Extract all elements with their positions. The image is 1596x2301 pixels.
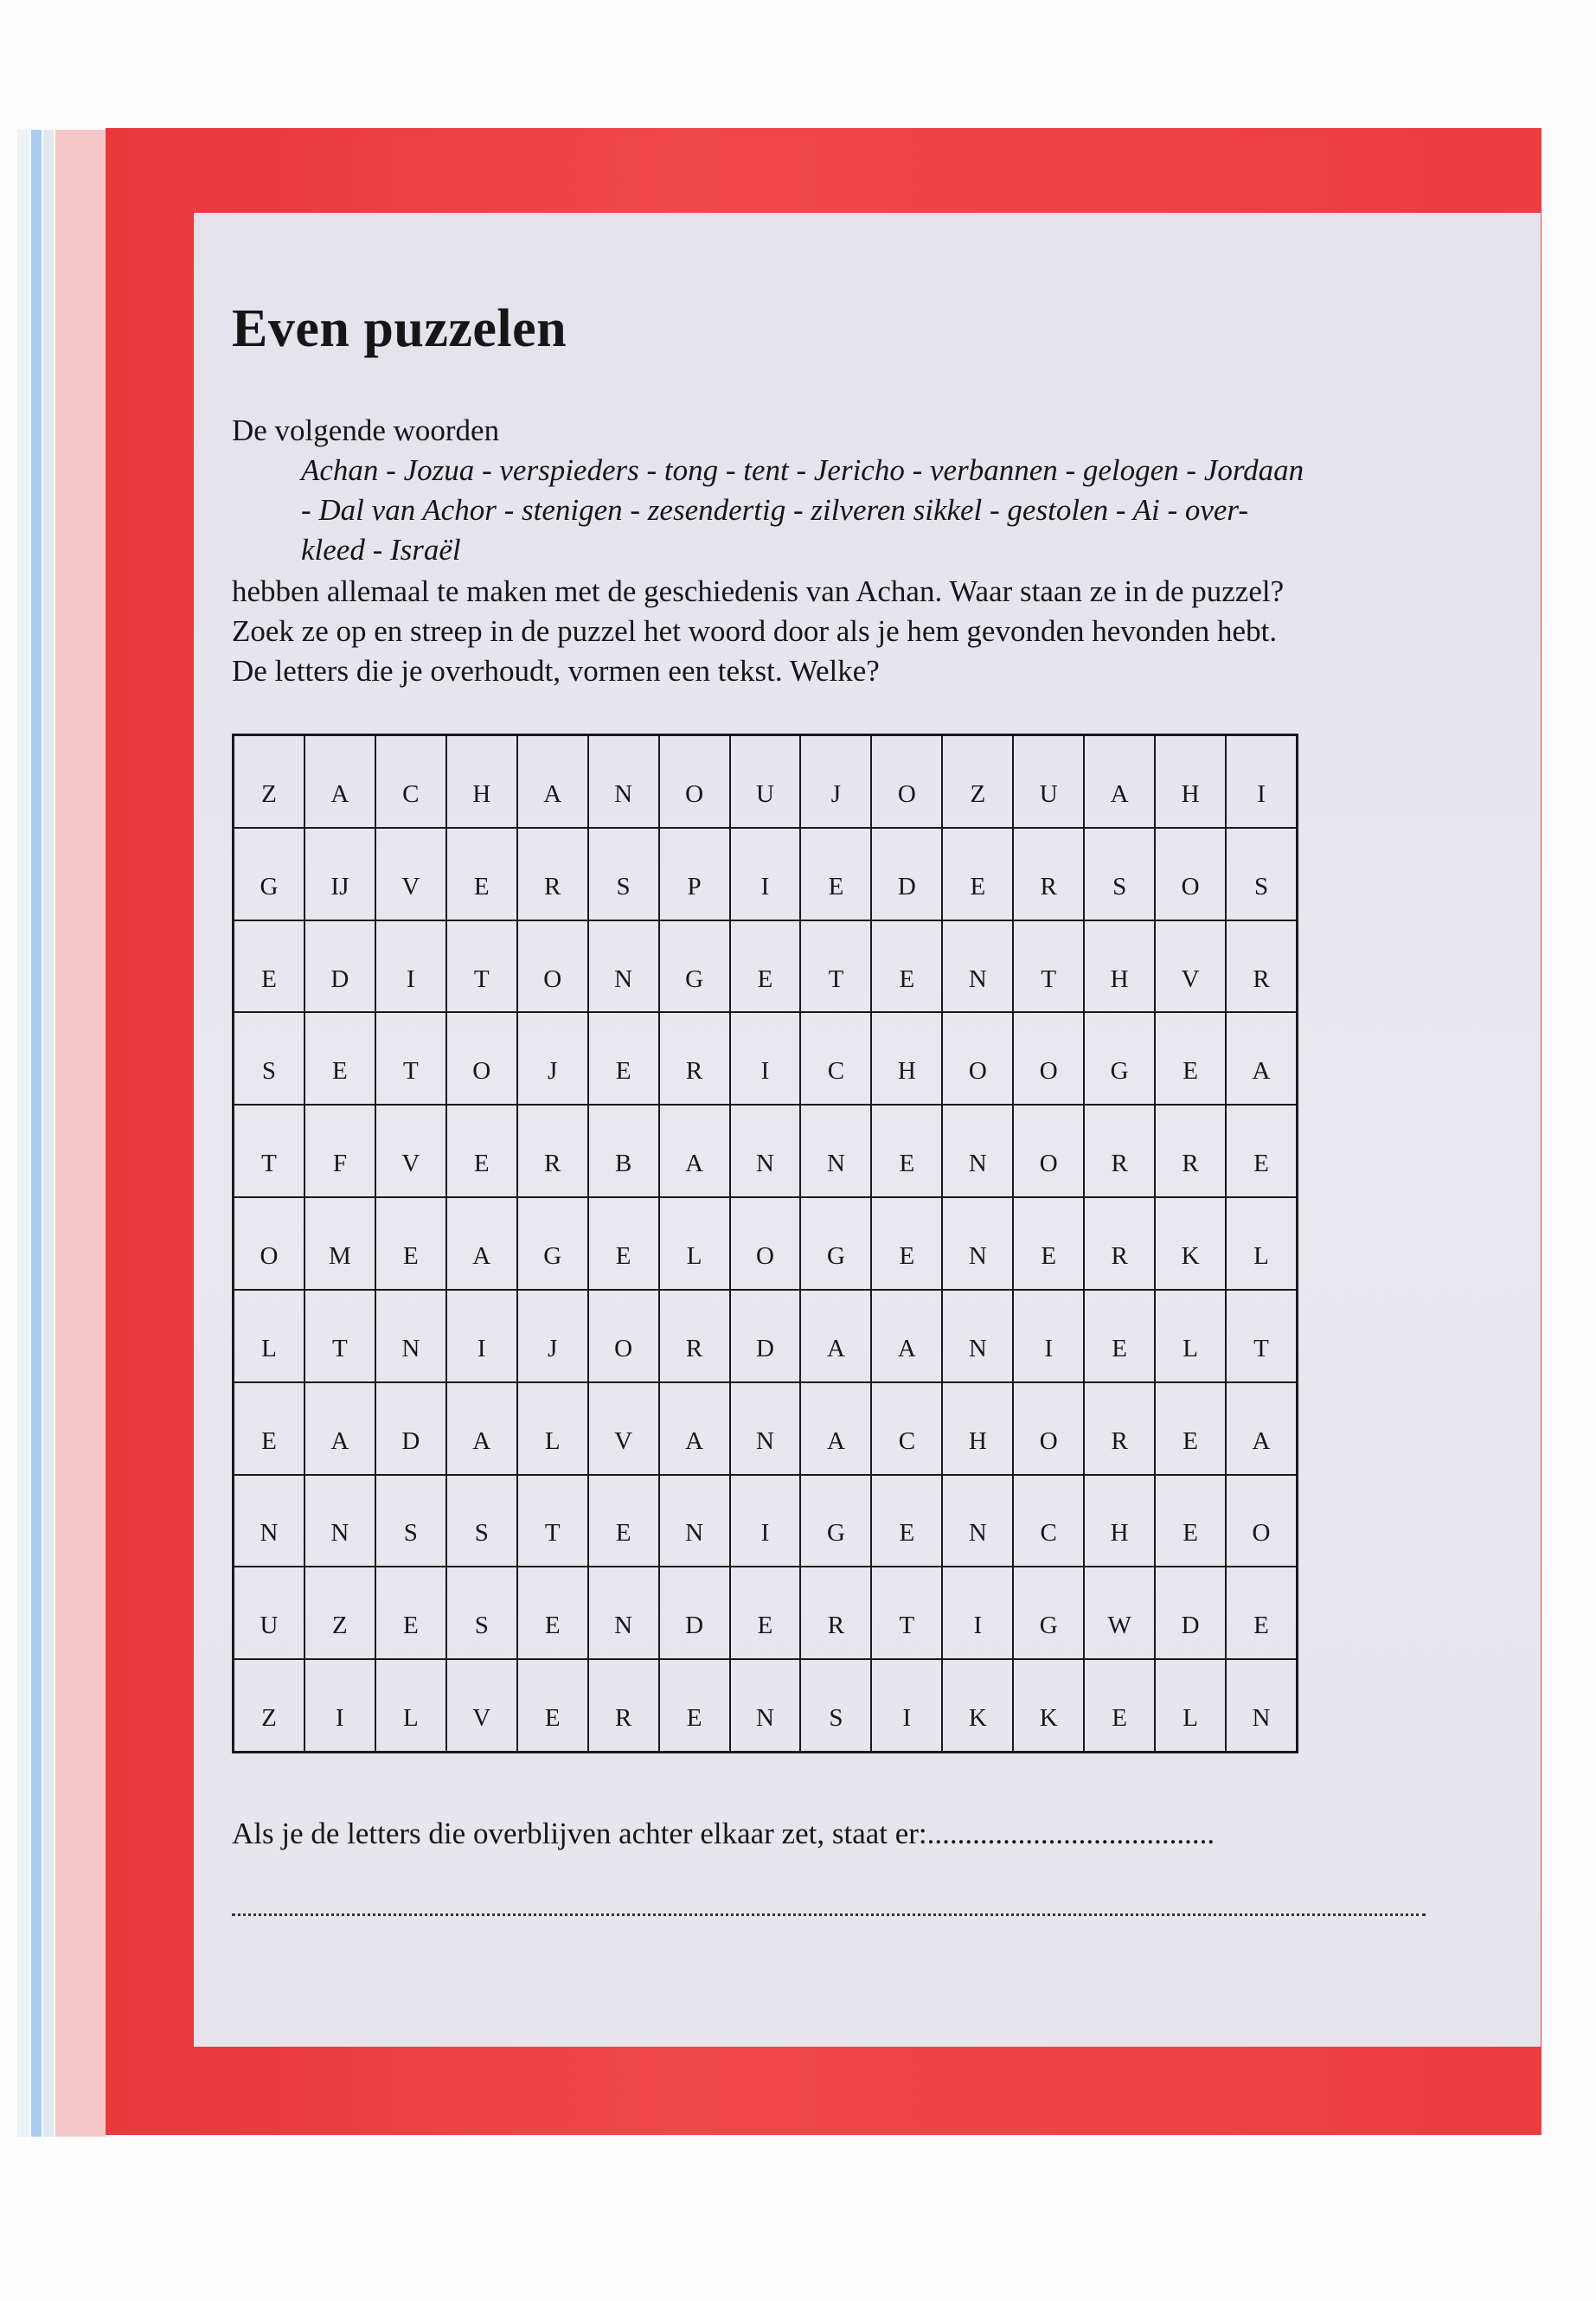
grid-cell[interactable]: V — [375, 828, 446, 920]
grid-cell[interactable]: E — [375, 1567, 446, 1659]
grid-cell[interactable]: R — [588, 1659, 659, 1752]
grid-cell[interactable]: E — [375, 1197, 446, 1290]
grid-cell[interactable]: G — [800, 1197, 871, 1290]
grid-cell[interactable]: T — [800, 920, 871, 1013]
grid-cell[interactable]: IJ — [304, 828, 375, 920]
grid-cell[interactable]: E — [234, 920, 304, 1013]
grid-cell[interactable]: E — [1226, 1105, 1297, 1197]
grid-cell[interactable]: C — [800, 1012, 871, 1105]
grid-cell[interactable]: H — [1155, 735, 1226, 828]
grid-cell[interactable]: T — [1013, 920, 1084, 1013]
grid-cell[interactable]: A — [304, 735, 375, 828]
grid-cell[interactable]: N — [942, 1197, 1013, 1290]
grid-cell[interactable]: N — [375, 1290, 446, 1382]
grid-cell[interactable]: E — [871, 1475, 942, 1567]
grid-cell[interactable]: I — [730, 1475, 801, 1567]
grid-cell[interactable]: N — [730, 1659, 801, 1752]
grid-cell[interactable]: N — [800, 1105, 871, 1197]
grid-cell[interactable]: A — [659, 1382, 730, 1475]
grid-cell[interactable]: Z — [942, 735, 1013, 828]
grid-cell[interactable]: O — [1013, 1382, 1084, 1475]
grid-cell[interactable]: S — [446, 1475, 517, 1567]
grid-cell[interactable]: E — [871, 920, 942, 1013]
grid-cell[interactable]: Z — [234, 1659, 304, 1752]
grid-cell[interactable]: D — [730, 1290, 801, 1382]
grid-cell[interactable]: R — [659, 1012, 730, 1105]
grid-cell[interactable]: E — [588, 1012, 659, 1105]
word-list-line: Achan - Jozua - verspieders - tong - tent - Jericho - verbannen - gelogen - Jordaan — [301, 453, 1304, 487]
grid-cell[interactable]: O — [1155, 828, 1226, 920]
grid-cell[interactable]: N — [1226, 1659, 1297, 1752]
grid-cell[interactable]: L — [375, 1659, 446, 1752]
grid-cell[interactable]: R — [1084, 1382, 1155, 1475]
grid-cell[interactable]: G — [800, 1475, 871, 1567]
grid-cell[interactable]: I — [730, 828, 801, 920]
grid-cell[interactable]: I — [446, 1290, 517, 1382]
grid-cell[interactable]: T — [1226, 1290, 1297, 1382]
grid-cell[interactable]: E — [730, 920, 801, 1013]
grid-cell[interactable]: G — [517, 1197, 588, 1290]
grid-cell[interactable]: N — [730, 1382, 801, 1475]
grid-cell[interactable]: A — [800, 1290, 871, 1382]
grid-cell[interactable]: D — [1155, 1567, 1226, 1659]
grid-cell[interactable]: S — [588, 828, 659, 920]
grid-cell[interactable]: D — [871, 828, 942, 920]
grid-cell[interactable]: D — [304, 920, 375, 1013]
grid-cell[interactable]: H — [1084, 920, 1155, 1013]
grid-cell[interactable]: S — [1084, 828, 1155, 920]
grid-cell[interactable]: T — [446, 920, 517, 1013]
grid-cell[interactable]: L — [659, 1197, 730, 1290]
grid-cell[interactable]: L — [1155, 1659, 1226, 1752]
grid-cell[interactable]: S — [1226, 828, 1297, 920]
grid-cell[interactable]: V — [1155, 920, 1226, 1013]
grid-cell[interactable]: A — [304, 1382, 375, 1475]
grid-cell[interactable]: I — [304, 1659, 375, 1752]
page-edge — [17, 130, 29, 2137]
grid-cell[interactable]: W — [1084, 1567, 1155, 1659]
instruction-line: Zoek ze op en streep in de puzzel het woord door als je hem gevonden hevonden hebt. — [232, 614, 1278, 648]
grid-cell[interactable]: C — [375, 735, 446, 828]
grid-cell[interactable]: R — [659, 1290, 730, 1382]
grid-cell[interactable]: E — [517, 1567, 588, 1659]
grid-cell[interactable]: E — [730, 1567, 801, 1659]
grid-cell[interactable]: O — [871, 735, 942, 828]
grid-cell[interactable]: E — [942, 828, 1013, 920]
instruction-line: hebben allemaal te maken met de geschiedenis van Achan. Waar staan ze in de puzzel? — [232, 574, 1285, 608]
grid-cell[interactable]: O — [517, 920, 588, 1013]
grid-cell[interactable]: E — [1013, 1197, 1084, 1290]
grid-cell[interactable]: O — [730, 1197, 801, 1290]
grid-cell[interactable]: N — [588, 920, 659, 1013]
grid-cell[interactable]: E — [304, 1012, 375, 1105]
grid-cell[interactable]: I — [871, 1659, 942, 1752]
grid-cell[interactable]: E — [1155, 1382, 1226, 1475]
grid-cell[interactable]: E — [588, 1475, 659, 1567]
grid-cell[interactable]: J — [517, 1290, 588, 1382]
grid-cell[interactable]: I — [942, 1567, 1013, 1659]
grid-cell[interactable]: M — [304, 1197, 375, 1290]
grid-cell[interactable]: P — [659, 828, 730, 920]
grid-cell[interactable]: O — [942, 1012, 1013, 1105]
grid-cell[interactable]: E — [659, 1659, 730, 1752]
grid-cell[interactable]: J — [800, 735, 871, 828]
grid-cell[interactable]: U — [234, 1567, 304, 1659]
grid-cell[interactable]: N — [942, 920, 1013, 1013]
grid-cell[interactable]: H — [1084, 1475, 1155, 1567]
grid-cell[interactable]: F — [304, 1105, 375, 1197]
grid-cell[interactable]: I — [375, 920, 446, 1013]
grid-cell[interactable]: R — [1084, 1197, 1155, 1290]
grid-cell[interactable]: O — [588, 1290, 659, 1382]
grid-cell[interactable]: T — [517, 1475, 588, 1567]
grid-cell[interactable]: R — [1013, 828, 1084, 920]
grid-cell[interactable]: A — [1226, 1382, 1297, 1475]
grid-cell[interactable]: R — [1155, 1105, 1226, 1197]
grid-cell[interactable]: A — [517, 735, 588, 828]
grid-cell[interactable]: E — [800, 828, 871, 920]
word-list-line: - Dal van Achor - stenigen - zesendertig - zilveren sikkel - gestolen - Ai - over- — [301, 493, 1248, 527]
grid-cell[interactable]: N — [942, 1105, 1013, 1197]
grid-cell[interactable]: I — [730, 1012, 801, 1105]
grid-cell[interactable]: E — [1226, 1567, 1297, 1659]
grid-cell[interactable]: E — [446, 1105, 517, 1197]
grid-cell[interactable]: V — [588, 1382, 659, 1475]
grid-cell[interactable]: D — [375, 1382, 446, 1475]
page-edge — [43, 130, 54, 2137]
grid-cell[interactable]: R — [517, 828, 588, 920]
grid-cell[interactable]: N — [588, 735, 659, 828]
grid-cell[interactable]: U — [1013, 735, 1084, 828]
grid-cell[interactable]: K — [942, 1659, 1013, 1752]
intro-text: De volgende woorden — [232, 413, 500, 447]
grid-cell[interactable]: N — [659, 1475, 730, 1567]
grid-cell[interactable]: R — [800, 1567, 871, 1659]
grid-cell[interactable]: G — [1013, 1567, 1084, 1659]
page-edge — [31, 130, 42, 2137]
grid-cell[interactable]: E — [1155, 1475, 1226, 1567]
grid-cell[interactable]: N — [304, 1475, 375, 1567]
grid-cell[interactable]: L — [1155, 1290, 1226, 1382]
grid-cell[interactable]: R — [1084, 1105, 1155, 1197]
grid-cell[interactable]: E — [517, 1659, 588, 1752]
grid-cell[interactable]: T — [234, 1105, 304, 1197]
grid-cell[interactable]: A — [800, 1382, 871, 1475]
page-edge — [55, 130, 106, 2137]
grid-cell[interactable]: O — [446, 1012, 517, 1105]
grid-cell[interactable]: E — [588, 1197, 659, 1290]
grid-cell[interactable]: E — [234, 1382, 304, 1475]
grid-cell[interactable]: O — [1226, 1475, 1297, 1567]
grid-cell[interactable]: A — [446, 1382, 517, 1475]
grid-cell[interactable]: G — [234, 828, 304, 920]
grid-cell[interactable]: V — [375, 1105, 446, 1197]
grid-cell[interactable]: T — [304, 1290, 375, 1382]
grid-cell[interactable]: O — [1013, 1012, 1084, 1105]
grid-cell[interactable]: R — [517, 1105, 588, 1197]
answer-prompt: Als je de letters die overblijven achter elkaar zet, staat er:...................................... — [232, 1817, 1215, 1850]
grid-cell[interactable]: Z — [304, 1567, 375, 1659]
word-list-line: kleed - Israël — [301, 533, 461, 567]
grid-cell[interactable]: H — [871, 1012, 942, 1105]
grid-cell[interactable]: E — [1084, 1290, 1155, 1382]
grid-cell[interactable]: L — [517, 1382, 588, 1475]
grid-cell[interactable]: S — [800, 1659, 871, 1752]
grid-cell[interactable]: A — [659, 1105, 730, 1197]
grid-cell[interactable]: I — [1013, 1290, 1084, 1382]
instruction-line: De letters die je overhoudt, vormen een tekst. Welke? — [232, 654, 880, 688]
grid-cell[interactable]: R — [1226, 920, 1297, 1013]
grid-cell[interactable]: L — [1226, 1197, 1297, 1290]
grid-cell[interactable]: N — [942, 1290, 1013, 1382]
grid-cell[interactable]: H — [446, 735, 517, 828]
word-search-grid — [232, 734, 1298, 1753]
grid-cell[interactable]: U — [730, 735, 801, 828]
grid-cell[interactable]: Z — [234, 735, 304, 828]
grid-cell[interactable]: T — [871, 1567, 942, 1659]
grid-cell[interactable]: G — [659, 920, 730, 1013]
grid-cell[interactable]: N — [730, 1105, 801, 1197]
grid-cell[interactable]: E — [446, 828, 517, 920]
grid-cell[interactable]: E — [871, 1197, 942, 1290]
grid-cell[interactable]: G — [1084, 1012, 1155, 1105]
grid-cell[interactable]: E — [1155, 1012, 1226, 1105]
grid-cell[interactable]: S — [446, 1567, 517, 1659]
page-title: Even puzzelen — [232, 299, 567, 358]
grid-cell[interactable]: C — [1013, 1475, 1084, 1567]
grid-cell[interactable]: O — [659, 735, 730, 828]
grid-cell[interactable]: S — [375, 1475, 446, 1567]
grid-cell[interactable]: S — [234, 1012, 304, 1105]
grid-cell[interactable]: V — [446, 1659, 517, 1752]
answer-line[interactable] — [232, 1913, 1426, 1916]
grid-cell[interactable]: T — [375, 1012, 446, 1105]
grid-cell[interactable]: N — [588, 1567, 659, 1659]
grid-cell[interactable]: A — [871, 1290, 942, 1382]
grid-cell[interactable]: A — [446, 1197, 517, 1290]
grid-cell[interactable]: A — [1226, 1012, 1297, 1105]
grid-cell[interactable]: N — [942, 1475, 1013, 1567]
grid-cell[interactable]: A — [1084, 735, 1155, 828]
grid-cell[interactable]: E — [871, 1105, 942, 1197]
grid-cell[interactable]: O — [234, 1197, 304, 1290]
grid-cell[interactable]: D — [659, 1567, 730, 1659]
grid-cell[interactable]: E — [1084, 1659, 1155, 1752]
grid-cell[interactable]: O — [1013, 1105, 1084, 1197]
grid-cell[interactable]: B — [588, 1105, 659, 1197]
grid-cell[interactable]: K — [1013, 1659, 1084, 1752]
grid-cell[interactable]: L — [234, 1290, 304, 1382]
grid-cell[interactable]: N — [234, 1475, 304, 1567]
grid-cell[interactable]: C — [871, 1382, 942, 1475]
grid-cell[interactable]: J — [517, 1012, 588, 1105]
grid-cell[interactable]: H — [942, 1382, 1013, 1475]
grid-cell[interactable]: K — [1155, 1197, 1226, 1290]
grid-cell[interactable]: I — [1226, 735, 1297, 828]
